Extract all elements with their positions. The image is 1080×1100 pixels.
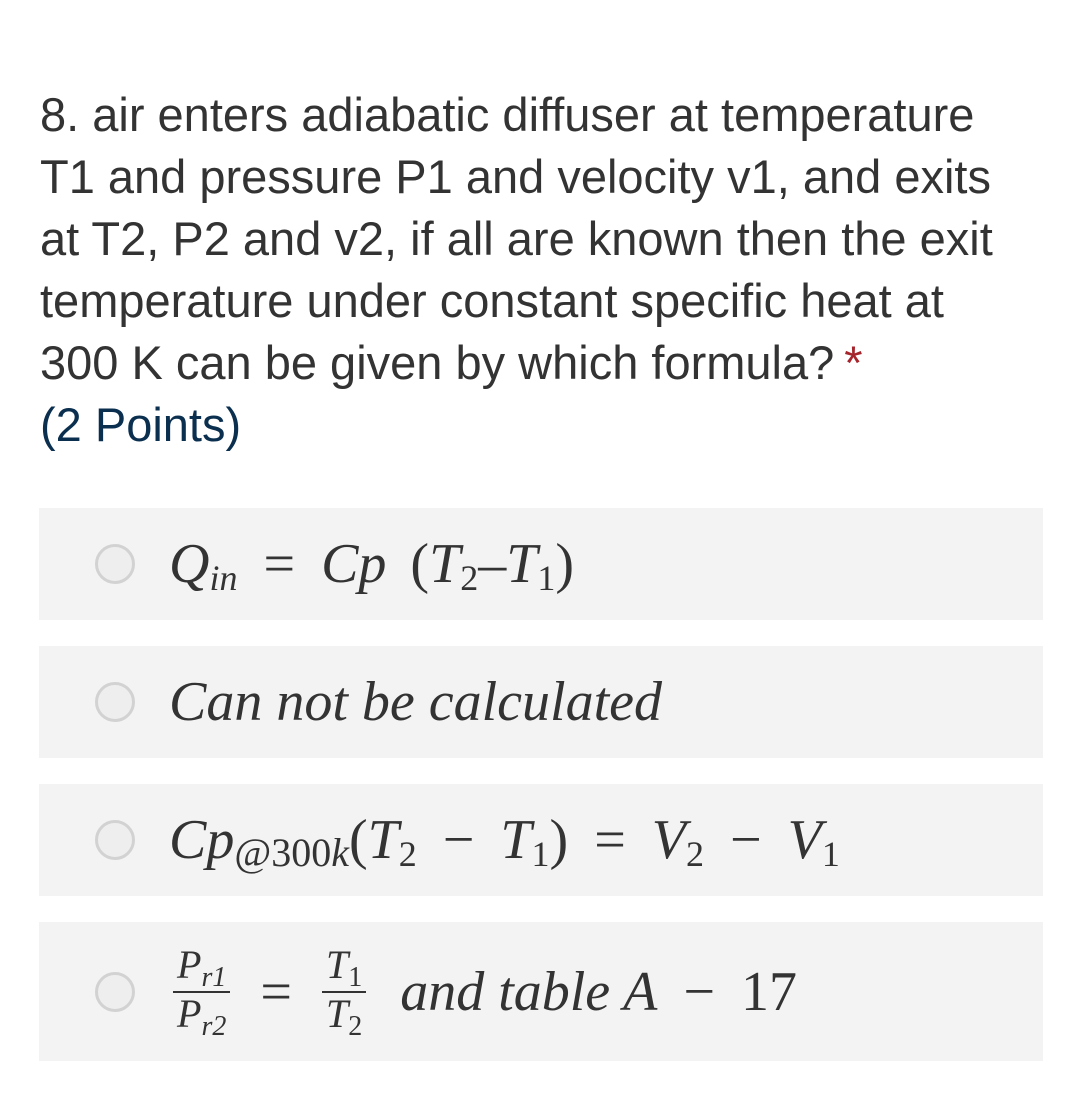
- formula-symbol: T: [429, 533, 461, 595]
- formula-subscript: 2: [460, 558, 479, 598]
- option-2-text: [169, 646, 662, 758]
- question-line: at T2, P2 and v2, if all are known then the exit: [40, 212, 993, 265]
- option-1[interactable]: [39, 508, 1043, 620]
- question-text: [40, 84, 1040, 456]
- formula-symbol: Cp: [321, 533, 387, 595]
- formula-minus: −: [683, 960, 715, 1023]
- formula-paren: (: [410, 533, 430, 595]
- question-line: 8. air enters adiabatic diffuser at temperature: [40, 88, 975, 141]
- formula-symbol: P: [177, 941, 202, 987]
- formula-symbol: T: [325, 941, 349, 987]
- option-3-formula: [169, 784, 840, 896]
- question-line: [40, 332, 1040, 394]
- formula-subscript: 1: [821, 834, 840, 874]
- formula-equals: =: [263, 533, 296, 595]
- question-line-text: 300 K can be given by which formula?: [40, 336, 835, 389]
- formula-symbol: P: [177, 990, 202, 1036]
- formula-text: and table A: [400, 960, 658, 1023]
- formula-subscript: r2: [201, 1010, 227, 1042]
- option-4-formula: [169, 922, 797, 1061]
- option-3[interactable]: [39, 784, 1043, 896]
- formula-subscript: in: [209, 558, 238, 598]
- formula-paren: ): [549, 809, 569, 871]
- formula-minus: −: [442, 809, 475, 871]
- radio-button[interactable]: [95, 682, 135, 722]
- option-label: Can not be calculated: [169, 671, 663, 733]
- radio-button[interactable]: [95, 972, 135, 1012]
- points-label: (2 Points): [40, 398, 242, 451]
- option-2[interactable]: [39, 646, 1043, 758]
- formula-minus: –: [478, 533, 507, 595]
- option-4[interactable]: [39, 922, 1043, 1061]
- formula-subscript: k: [331, 829, 349, 875]
- formula-paren: ): [555, 533, 575, 595]
- fraction-pressure-ratio: [173, 941, 230, 1042]
- formula-subscript: 2: [398, 834, 417, 874]
- radio-button[interactable]: [95, 544, 135, 584]
- option-1-formula: [169, 508, 574, 620]
- formula-minus: −: [730, 809, 762, 871]
- question-line: temperature under constant specific heat at: [40, 274, 944, 327]
- formula-paren: (: [348, 809, 368, 871]
- formula-symbol: Q: [169, 533, 210, 595]
- formula-symbol: T: [506, 533, 538, 595]
- formula-equals: =: [594, 809, 626, 871]
- formula-number: 17: [740, 960, 797, 1023]
- formula-subscript: 1: [531, 834, 550, 874]
- formula-subscript: 1: [537, 558, 556, 598]
- formula-subscript: r1: [201, 961, 227, 993]
- formula-subscript: 1: [348, 961, 363, 993]
- formula-subscript: 2: [686, 834, 704, 874]
- formula-symbol: T: [367, 809, 399, 871]
- required-asterisk: *: [844, 336, 863, 389]
- fraction-temperature-ratio: [322, 941, 366, 1042]
- formula-equals: =: [260, 960, 292, 1023]
- formula-symbol: Cp: [169, 809, 235, 871]
- radio-button[interactable]: [95, 820, 135, 860]
- formula-symbol: V: [651, 809, 686, 871]
- formula-symbol: T: [325, 990, 349, 1036]
- formula-symbol: T: [500, 809, 532, 871]
- formula-symbol: V: [787, 809, 822, 871]
- formula-subscript: 2: [348, 1010, 363, 1042]
- formula-subscript: @300: [234, 829, 332, 875]
- question-line: T1 and pressure P1 and velocity v1, and exits: [40, 150, 991, 203]
